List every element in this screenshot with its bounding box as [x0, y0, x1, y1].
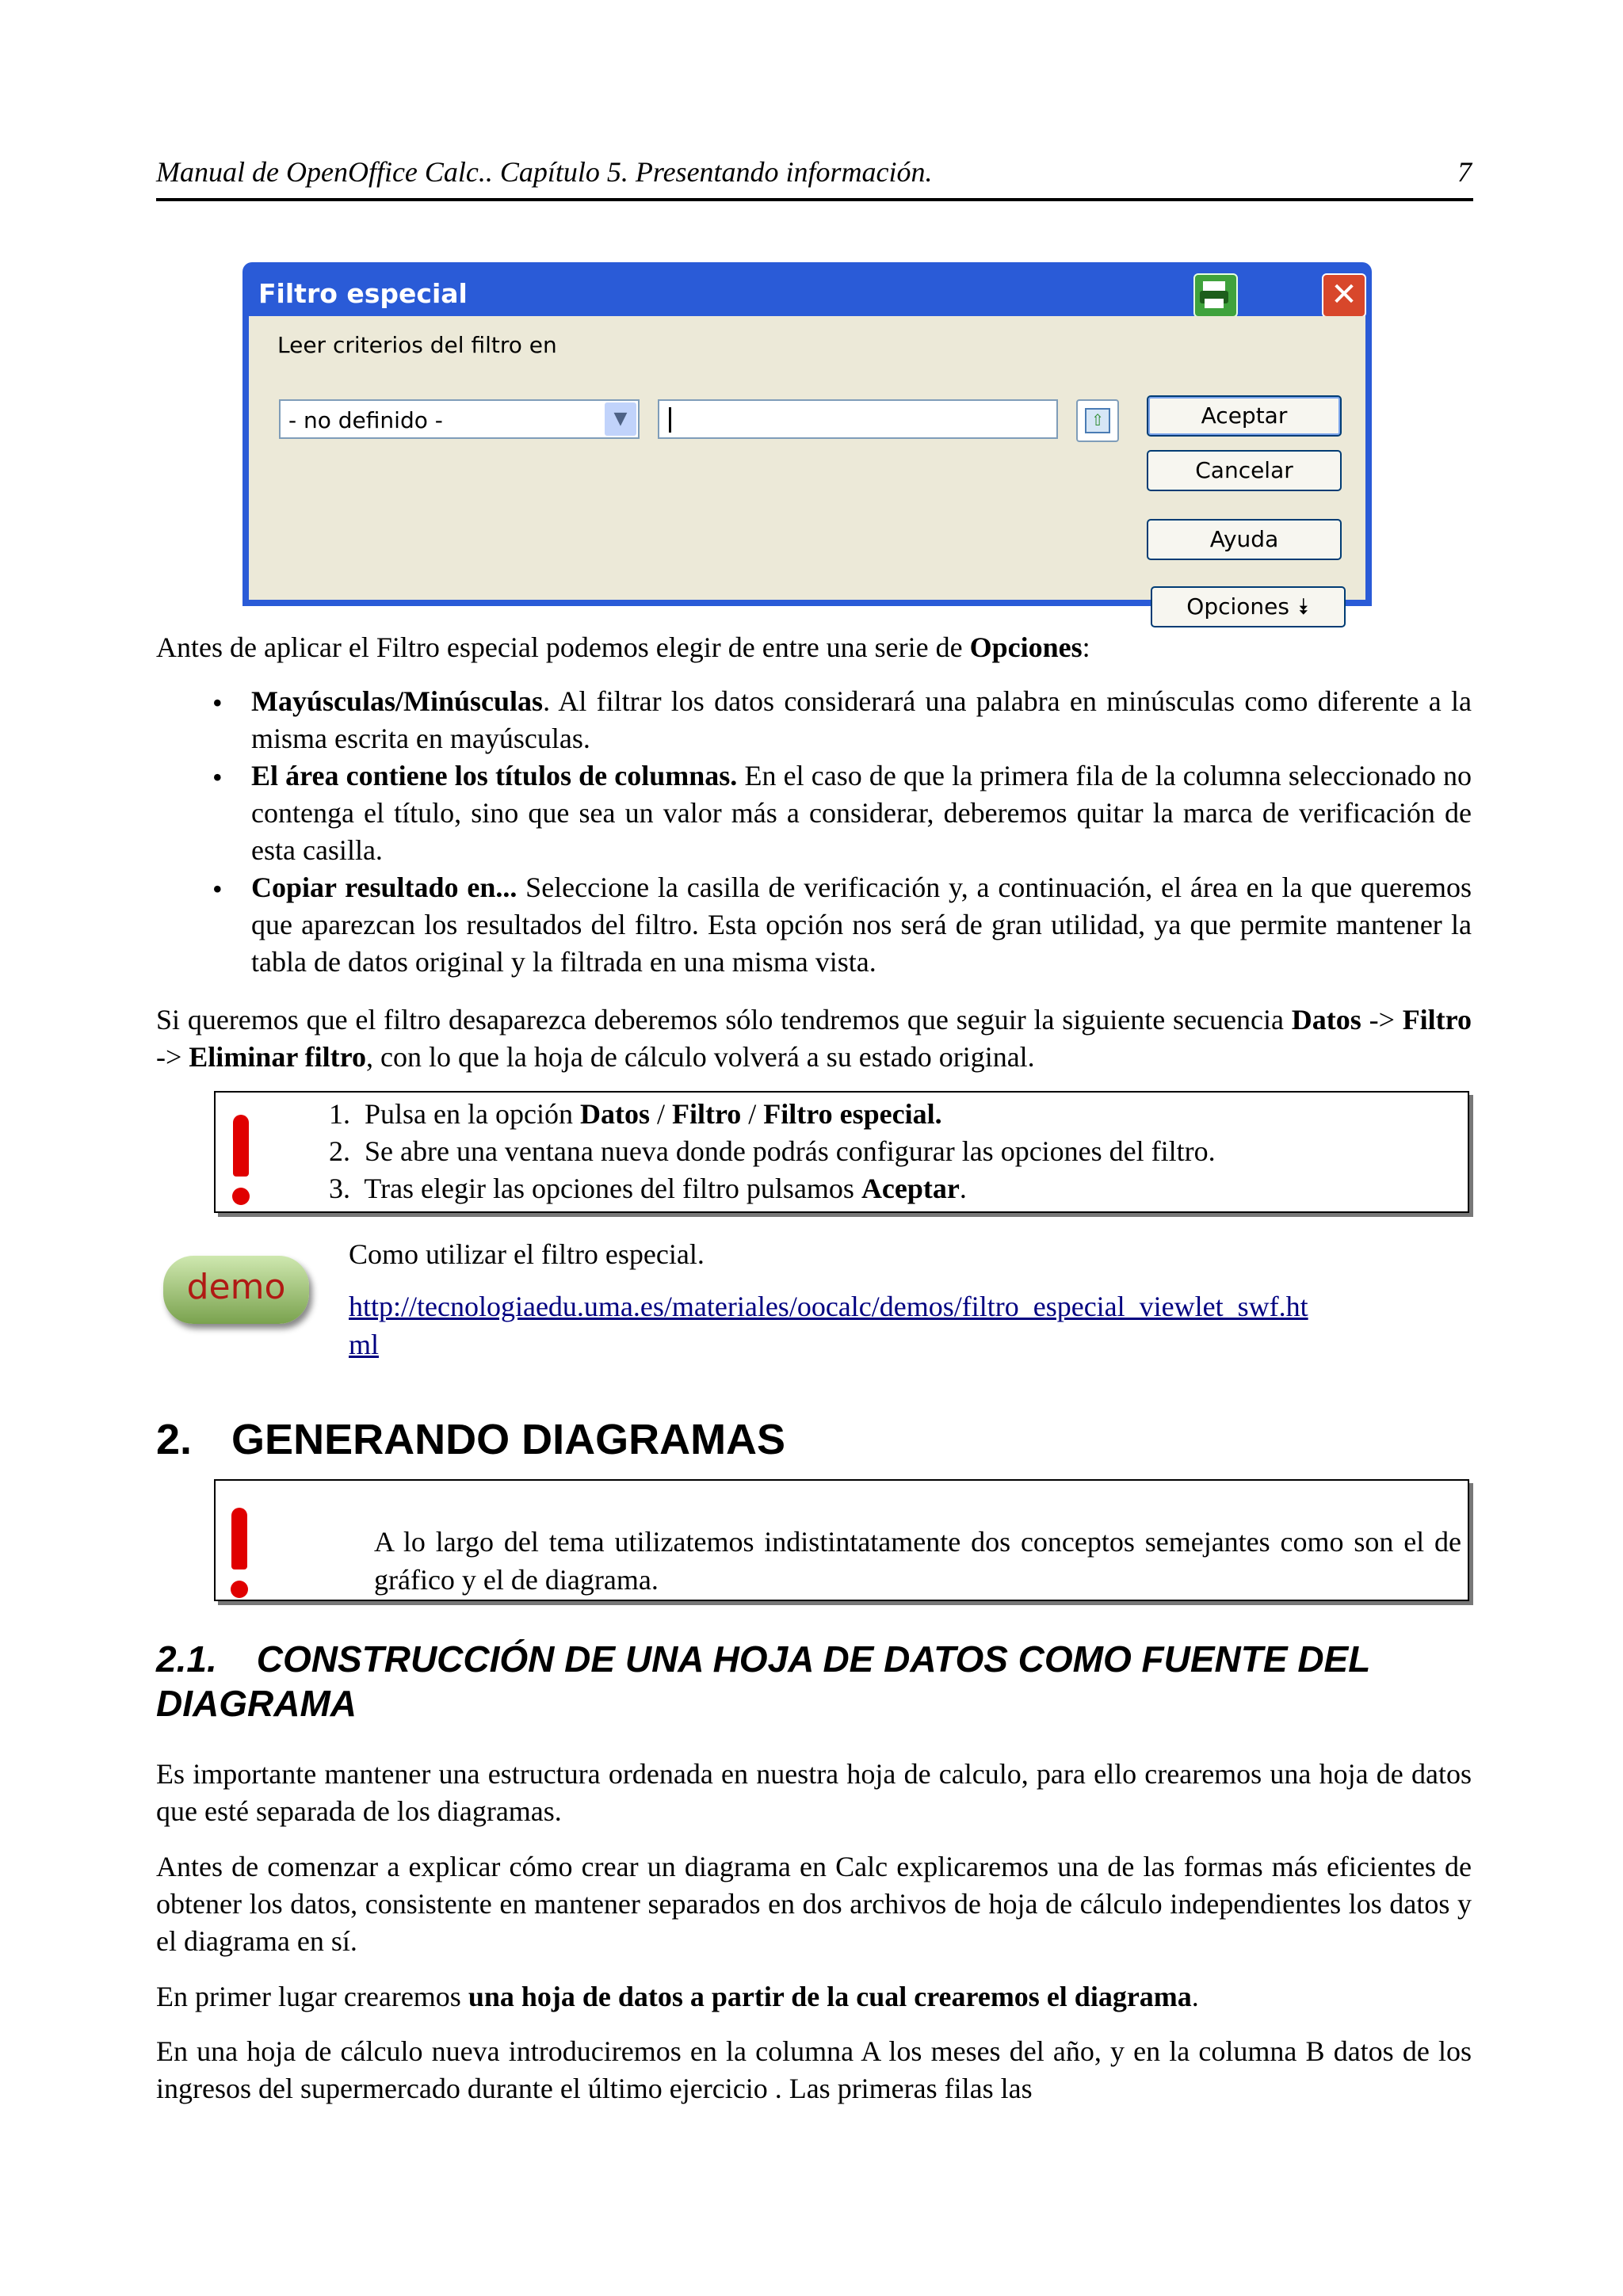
paragraph: En una hoja de cálculo nueva introduciremos en la columna A los meses del año, y en la columna B datos de los ingresos del supermercado durante el último ejercicio . Las primeras filas las — [156, 2035, 1472, 2104]
subsection-line — [156, 1637, 1472, 1681]
shrink-button[interactable] — [1076, 399, 1119, 442]
bold-run: Datos — [579, 1098, 650, 1130]
intro-bold: Opciones — [969, 631, 1083, 663]
paragraph — [156, 1978, 1472, 2016]
demo-link[interactable] — [349, 1287, 1490, 1363]
demo-link-line[interactable]: http://tecnologiaedu.uma.es/materiales/oocalc/demos/filtro_especial_viewlet_swf.ht — [349, 1291, 1308, 1322]
intro-paragraph — [156, 629, 1472, 666]
text-run: / — [649, 1098, 672, 1130]
subsection-line: DIAGRAMA — [156, 1683, 357, 1724]
options-button[interactable] — [1151, 586, 1346, 627]
bullet-marker: • — [212, 873, 223, 905]
list-item — [251, 683, 1472, 757]
steps-list — [329, 1096, 1216, 1207]
intro-end: : — [1082, 631, 1090, 663]
note-text: A lo largo del tema utilizatemos indistintatamente dos conceptos semejantes como son el de gráfico y el de diagrama. — [374, 1526, 1461, 1596]
demo-caption: Como utilizar el filtro especial. — [349, 1238, 705, 1270]
text-caret — [669, 407, 671, 433]
bullet-text: Seleccione la casilla de verificación y, a continuación, el área en la que queremos que aparezcan los resultados del filtro. Esta opción nos será de gran utilidad, ya que permite mantener la tabla de datos original y la filtrada en una misma vista. — [251, 871, 1472, 978]
subsection-title: CONSTRUCCIÓN DE UNA HOJA DE DATOS COMO FUENTE DEL — [256, 1638, 1371, 1680]
paragraph: Es importante mantener una estructura ordenada en nuestra hoja de calculo, para ello crearemos una hoja de datos que esté separada de los diagramas. — [156, 1758, 1472, 1827]
dialog-body — [249, 316, 1365, 620]
step-number: 3. — [329, 1173, 350, 1204]
double-chevron-down-icon: ⯯ — [1296, 593, 1310, 620]
cancel-button[interactable]: Cancelar — [1147, 450, 1342, 491]
text-run: -> — [1361, 1004, 1403, 1035]
text-run: -> — [156, 1041, 189, 1073]
options-label: Opciones — [1186, 593, 1289, 620]
text-run: En primer lugar crearemos — [156, 1981, 468, 2012]
step-item — [329, 1096, 1216, 1133]
text-run: Si queremos que el filtro desaparezca deberemos sólo tendremos que seguir la siguiente secuencia — [156, 1004, 1292, 1035]
bold-run: una hoja de datos a partir de la cual crearemos el diagrama — [468, 1981, 1192, 2012]
step-number: 1. — [329, 1098, 350, 1130]
bullet-bold: Mayúsculas/Minúsculas — [251, 685, 544, 717]
bold-run: Aceptar — [861, 1173, 960, 1204]
text-run: Pulsa en la opción — [365, 1098, 580, 1130]
text-run: . — [959, 1173, 967, 1204]
header-rule — [156, 198, 1473, 201]
section-heading — [156, 1415, 785, 1464]
bold-run: Datos — [1291, 1004, 1361, 1035]
bold-run: Eliminar filtro — [189, 1041, 366, 1073]
text-run: Tras elegir las opciones del filtro pulsamos — [364, 1173, 861, 1204]
section-number: 2. — [156, 1416, 193, 1463]
intro-text: Antes de aplicar el Filtro especial podemos elegir de entre una serie de — [156, 631, 970, 663]
bold-run: Filtro especial. — [763, 1098, 942, 1130]
note-box — [214, 1479, 1469, 1601]
demo-link-line[interactable]: ml — [349, 1329, 380, 1360]
page-number: 7 — [1457, 156, 1472, 188]
criteria-combobox[interactable] — [279, 399, 640, 439]
paragraph: Antes de comenzar a explicar cómo crear un diagrama en Calc explicaremos una de las formas más eficientes de obtener los datos, consistente en mantener separados en dos archivos de hoja de cálculo independientes los datos y el diagrama en sí. — [156, 1851, 1472, 1957]
printer-icon[interactable] — [1193, 273, 1238, 318]
bullet-marker: • — [212, 761, 223, 793]
section-title: GENERANDO DIAGRAMAS — [231, 1416, 786, 1463]
bullet-text: . Al filtrar los datos considerará una palabra en minúsculas como diferente a la misma escrita en mayúsculas. — [251, 685, 1472, 754]
header-title: Manual de OpenOffice Calc.. Capítulo 5. Presentando información. — [156, 156, 933, 188]
accept-button[interactable]: Aceptar — [1147, 395, 1342, 437]
filter-dialog — [242, 262, 1372, 620]
help-button[interactable]: Ayuda — [1147, 519, 1342, 560]
text-run: . — [1191, 1981, 1199, 2012]
bullet-bold: Copiar resultado en... — [251, 871, 517, 903]
range-input[interactable] — [658, 399, 1058, 439]
criteria-label: Leer criterios del filtro en — [277, 332, 557, 358]
subsection-heading — [156, 1637, 1472, 1726]
text-run: Se abre una ventana nueva donde podrás configurar las opciones del filtro. — [365, 1135, 1216, 1167]
list-item — [251, 757, 1472, 869]
step-item — [329, 1133, 1216, 1170]
close-icon[interactable]: ✕ — [1322, 273, 1366, 318]
list-item — [251, 869, 1472, 981]
steps-box — [214, 1091, 1469, 1213]
step-number: 2. — [329, 1135, 350, 1167]
bullet-marker: • — [212, 687, 223, 719]
subsection-number: 2.1. — [156, 1638, 217, 1680]
bold-run: Filtro — [1402, 1004, 1472, 1035]
combo-value: - no definido - — [288, 407, 443, 433]
step-item — [329, 1170, 1216, 1207]
text-run: , con lo que la hoja de cálculo volverá a su estado original. — [365, 1041, 1035, 1073]
text-run: / — [741, 1098, 764, 1130]
shrink-icon: ⇧ — [1085, 408, 1110, 433]
bullet-bold: El área contiene los títulos de columnas. — [251, 760, 738, 791]
remove-filter-paragraph — [156, 1001, 1472, 1076]
chevron-down-icon[interactable]: ▼ — [605, 402, 636, 436]
demo-badge[interactable]: demo — [163, 1256, 309, 1324]
dialog-title: Filtro especial — [258, 278, 468, 309]
page-header — [156, 155, 1472, 189]
bold-run: Filtro — [671, 1098, 742, 1130]
bullet-text: En el caso de que la primera fila de la columna seleccionado no contenga el título, sino que sea un valor más a considerar, deberemos quitar la marca de verificación de esta casilla. — [251, 760, 1472, 866]
